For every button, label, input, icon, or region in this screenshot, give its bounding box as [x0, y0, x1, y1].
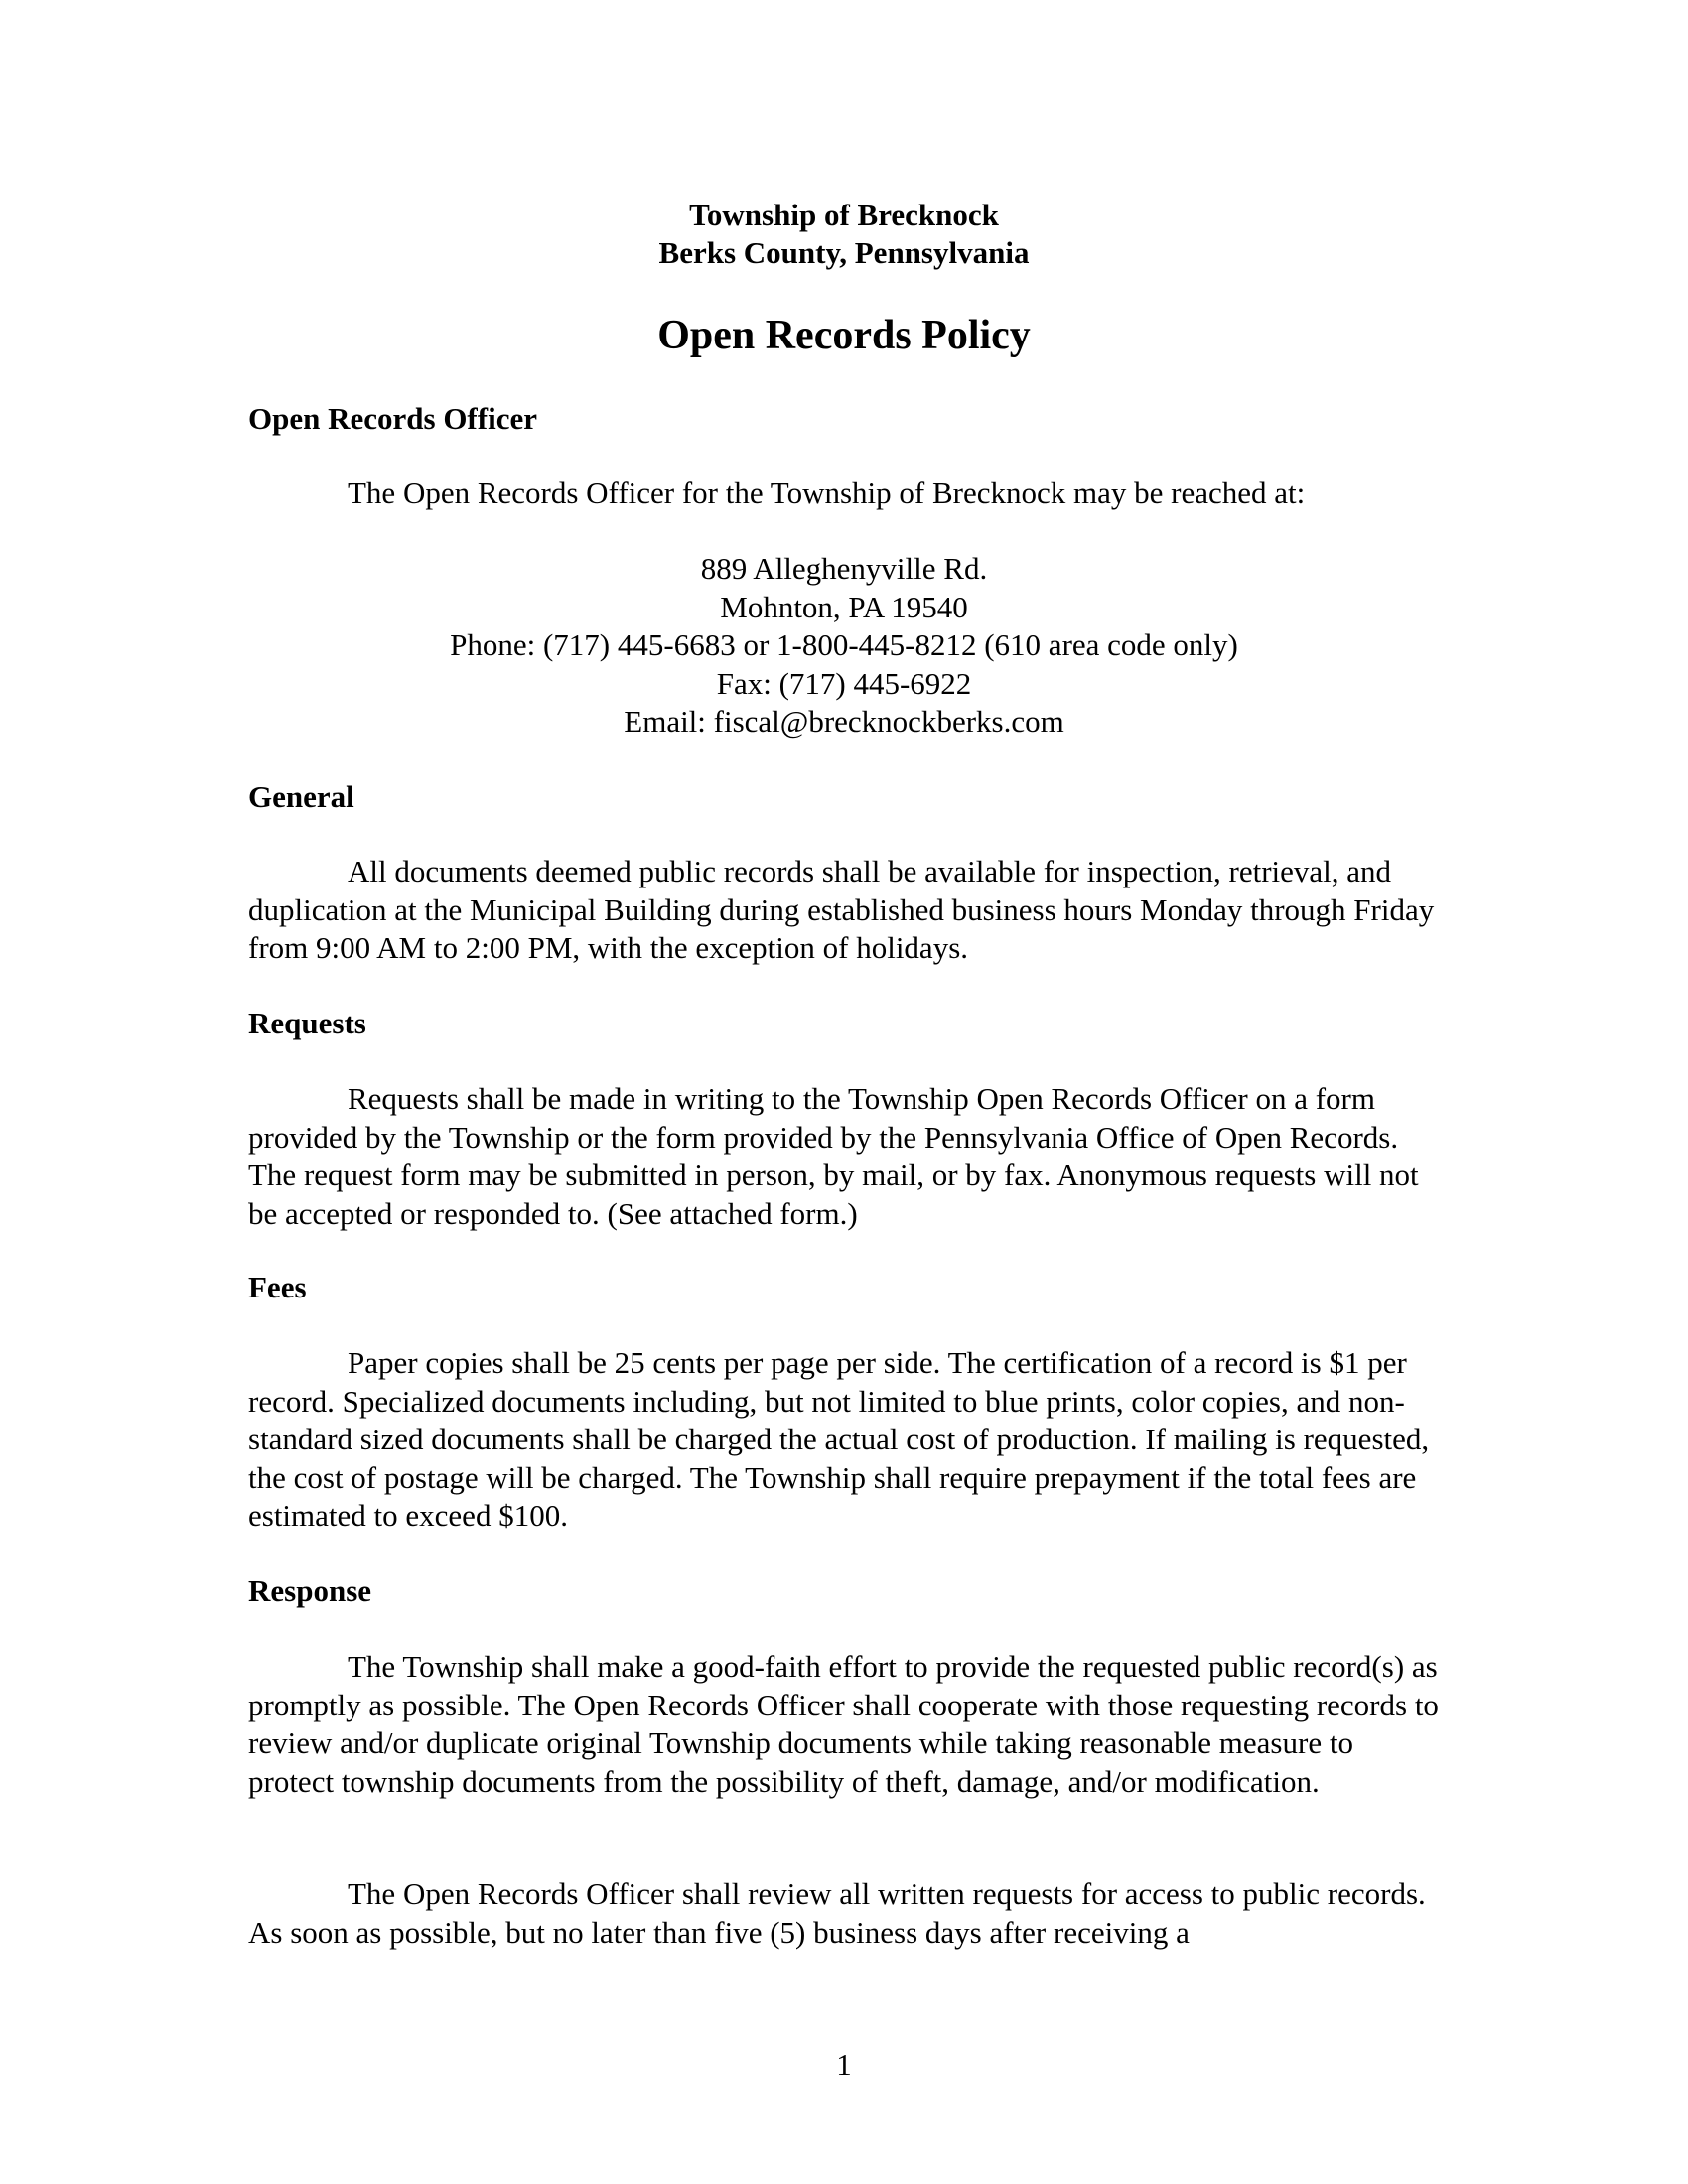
email-line: Email: fiscal@brecknockberks.com	[624, 704, 1064, 739]
page-number: 1	[836, 2047, 852, 2082]
address-line-2: Mohnton, PA 19540	[720, 589, 968, 624]
requests-paragraph: Requests shall be made in writing to the Township Open Records Officer on a form provided by the Township or the form provided by the Pennsylvania Office of Open Records. The request form may be submitted in person, by mail, or by fax. Anonymous requests will not be accepted or responded to. (See attached form.)	[248, 1081, 1419, 1231]
response-paragraph-1: The Township shall make a good-faith effort to provide the requested public record(s) as promptly as possible. The Open Records Officer shall cooperate with those requesting records to review and/or duplicate original Township documents while taking reasonable measure to protect township documents from the possibility of theft, damage, and/or modification.	[248, 1649, 1439, 1799]
address-line-1: 889 Alleghenyville Rd.	[700, 551, 988, 586]
fax-line: Fax: (717) 445-6922	[716, 665, 972, 701]
section-heading-response: Response	[248, 1573, 372, 1608]
page-title: Open Records Policy	[657, 313, 1031, 358]
section-heading-officer: Open Records Officer	[248, 401, 537, 436]
section-heading-fees: Fees	[248, 1270, 307, 1304]
township-name: Township of Brecknock	[689, 198, 999, 232]
phone-line: Phone: (717) 445-6683 or 1-800-445-8212 (610 area code only)	[450, 627, 1238, 662]
county-state: Berks County, Pennsylvania	[658, 235, 1030, 270]
section-heading-general: General	[248, 779, 354, 814]
document-header	[0, 197, 1688, 272]
response-paragraph-2: The Open Records Officer shall review all written requests for access to public records. As soon as possible, but no later than five (5) business days after receiving a	[248, 1876, 1426, 1950]
fees-paragraph: Paper copies shall be 25 cents per page per side. The certification of a record is $1 per record. Specialized documents including, but not limited to blue prints, color copies, and non-standard sized documents shall be charged the actual cost of production. If mailing is requested, the cost of postage will be charged. The Township shall require prepayment if the total fees are estimated to exceed $100.	[248, 1345, 1430, 1533]
general-paragraph: All documents deemed public records shall be available for inspection, retrieval, and duplication at the Municipal Building during established business hours Monday through Friday from 9:00 AM to 2:00 PM, with the exception of holidays.	[248, 854, 1435, 965]
officer-contact-block	[0, 550, 1688, 742]
section-heading-requests: Requests	[248, 1006, 366, 1040]
officer-intro: The Open Records Officer for the Township of Brecknock may be reached at:	[348, 476, 1306, 510]
